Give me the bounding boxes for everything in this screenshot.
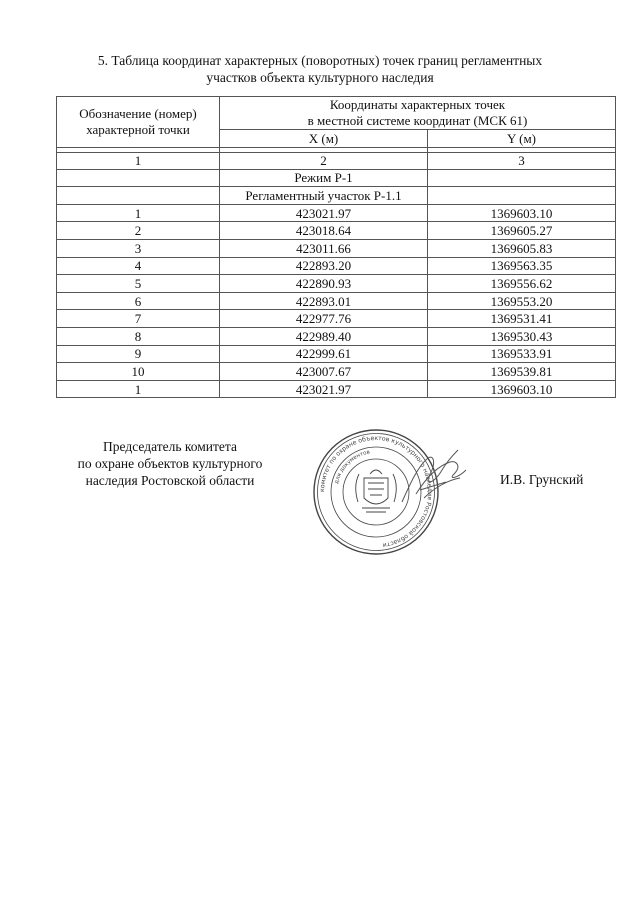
title-line-2: участков объекта культурного наследия <box>206 70 434 85</box>
y-coordinate-cell: 1369533.91 <box>428 345 616 363</box>
x-coordinate-cell: 422890.93 <box>220 275 428 293</box>
seal-inner-text: для документов <box>333 449 371 485</box>
x-coordinate-cell: 423021.97 <box>220 380 428 398</box>
y-coordinate-cell: 1369605.27 <box>428 222 616 240</box>
x-coordinate-cell: 422999.61 <box>220 345 428 363</box>
column-number-row <box>57 152 616 169</box>
x-coordinate-cell: 423021.97 <box>220 204 428 222</box>
header-point-line-1: Обозначение (номер) <box>79 105 197 121</box>
x-coordinate-cell: 423007.67 <box>220 363 428 381</box>
point-number-cell: 4 <box>57 257 220 275</box>
table-row <box>57 310 616 328</box>
point-number-cell: 1 <box>57 380 220 398</box>
regime-empty-cell <box>57 169 220 187</box>
signer-position <box>52 438 288 489</box>
handwritten-signature <box>398 444 470 510</box>
y-coordinate-cell: 1369605.83 <box>428 239 616 257</box>
header-y: Y (м) <box>428 130 616 148</box>
header-row-top <box>57 97 616 130</box>
x-coordinate-cell: 422977.76 <box>220 310 428 328</box>
y-coordinate-cell: 1369603.10 <box>428 204 616 222</box>
x-coordinate-cell: 422893.20 <box>220 257 428 275</box>
signer-position-line-3: наследия Ростовской области <box>85 473 255 488</box>
x-coordinate-cell: 422989.40 <box>220 327 428 345</box>
coat-of-arms-emblem <box>356 470 397 512</box>
header-x: X (м) <box>220 130 428 148</box>
point-number-cell: 2 <box>57 222 220 240</box>
y-coordinate-cell: 1369530.43 <box>428 327 616 345</box>
column-number-3: 3 <box>428 152 616 169</box>
column-number-2: 2 <box>220 152 428 169</box>
point-number-cell: 8 <box>57 327 220 345</box>
table-row <box>57 380 616 398</box>
regime-row <box>57 169 616 187</box>
point-number-cell: 6 <box>57 292 220 310</box>
regime-label: Режим Р-1 <box>220 169 428 187</box>
header-coords-line-2: в местной системе координат (МСК 61) <box>307 113 528 128</box>
seal-outer-text: комитет по охране объектов культурного наследия Ростовской области <box>318 434 434 549</box>
y-coordinate-cell: 1369553.20 <box>428 292 616 310</box>
header-point-line-2: характерной точки <box>86 121 190 137</box>
coordinates-table <box>56 96 616 398</box>
x-coordinate-cell: 423018.64 <box>220 222 428 240</box>
table-row <box>57 327 616 345</box>
point-number-cell: 10 <box>57 363 220 381</box>
point-number-cell: 9 <box>57 345 220 363</box>
table-row <box>57 292 616 310</box>
header-coords-cell <box>220 97 616 130</box>
y-coordinate-cell: 1369531.41 <box>428 310 616 328</box>
point-number-cell: 5 <box>57 275 220 293</box>
table-row <box>57 275 616 293</box>
regime-empty-cell <box>428 169 616 187</box>
y-coordinate-cell: 1369563.35 <box>428 257 616 275</box>
document-title <box>40 52 600 86</box>
y-coordinate-cell: 1369603.10 <box>428 380 616 398</box>
point-number-cell: 1 <box>57 204 220 222</box>
signer-name: И.В. Грунский <box>500 472 584 487</box>
signer-position-line-1: Председатель комитета <box>103 439 237 454</box>
column-number-1: 1 <box>57 152 220 169</box>
y-coordinate-cell: 1369539.81 <box>428 363 616 381</box>
table-row <box>57 345 616 363</box>
table-row <box>57 222 616 240</box>
x-coordinate-cell: 422893.01 <box>220 292 428 310</box>
table-row <box>57 239 616 257</box>
section-label: Регламентный участок Р-1.1 <box>220 187 428 205</box>
section-empty-cell <box>428 187 616 205</box>
table-row <box>57 363 616 381</box>
point-number-cell: 3 <box>57 239 220 257</box>
table-row <box>57 257 616 275</box>
point-number-cell: 7 <box>57 310 220 328</box>
header-point-cell <box>57 97 220 148</box>
header-coords-line-1: Координаты характерных точек <box>329 97 506 112</box>
table-row <box>57 204 616 222</box>
signer-position-line-2: по охране объектов культурного <box>77 456 263 471</box>
x-coordinate-cell: 423011.66 <box>220 239 428 257</box>
section-empty-cell <box>57 187 220 205</box>
y-coordinate-cell: 1369556.62 <box>428 275 616 293</box>
title-line-1: 5. Таблица координат характерных (поворотных) точек границ регламентных <box>97 53 543 68</box>
section-row <box>57 187 616 205</box>
